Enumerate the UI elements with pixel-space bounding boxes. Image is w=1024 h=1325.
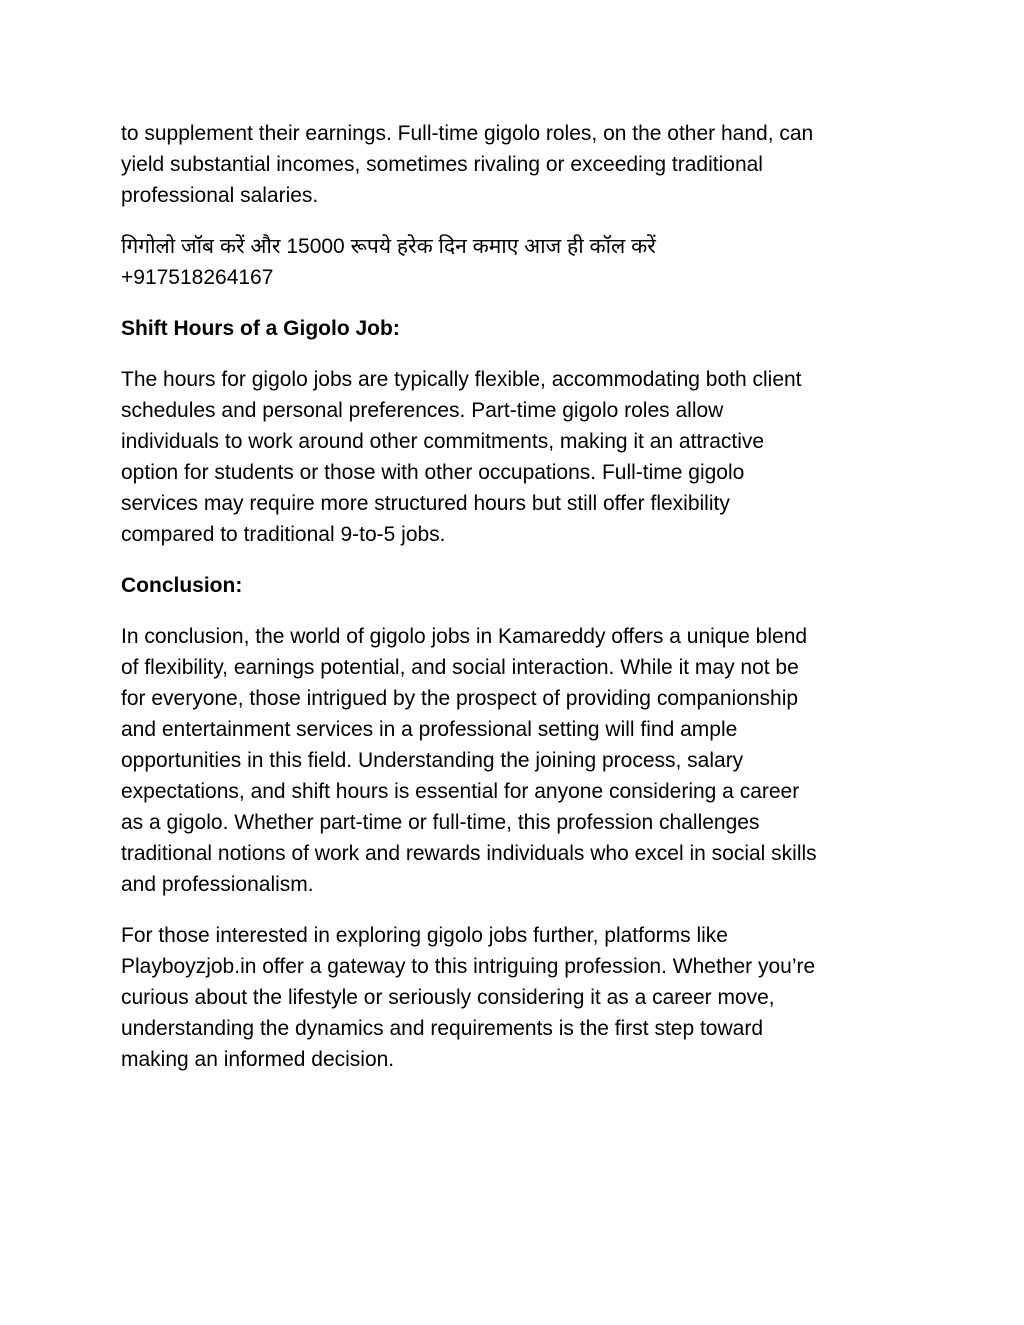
closing-paragraph: For those interested in exploring gigolo jobs further, platforms like Playboyzjob.in offer a gateway to this intriguing profession. Whether you’re curious about the lifestyle or seriously considering it as a career move, understanding the dynamics and requirements is the first step toward making an informed decision. bbox=[121, 924, 816, 1071]
conclusion-paragraph: In conclusion, the world of gigolo jobs in Kamareddy offers a unique blend of flexibility, earnings potential, and social interaction. While it may not be for everyone, those intrigued by the prospect of providing companionship and entertainment services in a professional setting will find ample opportunities in this field. Understanding the joining process, salary expectations, and shift hours is essential for anyone considering a career as a gigolo. Whether part-time or full-time, this profession challenges traditional notions of work and rewards individuals who excel in social skills and professionalism. bbox=[121, 625, 817, 896]
conclusion-heading: Conclusion: bbox=[121, 574, 243, 597]
intro-paragraph: to supplement their earnings. Full-time gigolo roles, on the other hand, can yield substantial incomes, sometimes rivaling or exceeding traditional professional salaries. bbox=[121, 122, 814, 207]
document-page bbox=[121, 118, 911, 1095]
shift-hours-paragraph: The hours for gigolo jobs are typically flexible, accommodating both client schedules and personal preferences. Part-time gigolo roles allow individuals to work around other commitments, making it an attractive option for students or those with other occupations. Full-time gigolo services may require more structured hours but still offer flexibility compared to traditional 9-to-5 jobs. bbox=[121, 368, 802, 546]
shift-hours-heading: Shift Hours of a Gigolo Job: bbox=[121, 317, 400, 340]
hindi-contact-paragraph: गिगोलो जॉब करें और 15000 रूपये हरेक दिन कमाए आज ही कॉल करें +917518264167 bbox=[121, 235, 656, 289]
